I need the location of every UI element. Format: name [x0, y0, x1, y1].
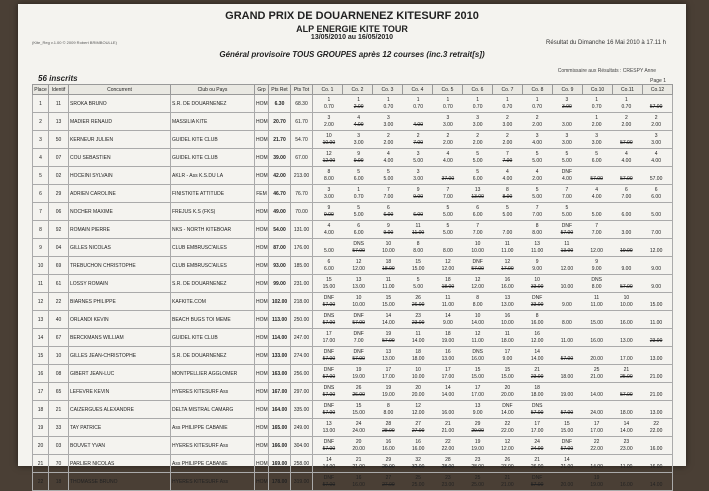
race-results-cell — [313, 275, 673, 293]
column-header: Co.10 — [583, 85, 613, 95]
pts-tot-cell: 131.00 — [291, 221, 313, 239]
table-row — [33, 257, 673, 275]
race-results-cell — [313, 149, 673, 167]
competitor-cell: ORLANDI KEVIN — [69, 311, 171, 329]
pts-ret-cell: 178.00 — [269, 473, 291, 491]
id-cell: 11 — [49, 95, 69, 113]
pts-tot-cell: 67.00 — [291, 149, 313, 167]
table-row — [33, 239, 673, 257]
results-sheet — [18, 4, 686, 488]
software-note: (Kite_Reg v.1.00 © 2009 Robert BRIMBOULLE) — [32, 40, 117, 45]
group-cell: HOM — [255, 113, 269, 131]
club-cell: MONTPELLIER AGGLOMER — [171, 365, 255, 383]
race-ranks-line: 6 12 18 15 12 DNF 12 9 9 — [327, 258, 599, 265]
competitor-cell: KERNEUR JULIEN — [69, 131, 171, 149]
column-header: Co. 2 — [343, 85, 373, 95]
pts-tot-cell: 274.00 — [291, 347, 313, 365]
race-results-cell — [313, 473, 673, 491]
competitor-cell: GILLES NICOLAS — [69, 239, 171, 257]
pts-tot-cell: 231.00 — [291, 275, 313, 293]
column-header: Concurrent — [69, 85, 171, 95]
table-row — [33, 365, 673, 383]
competitor-cell: CAIZERGUES ALEXANDRE — [69, 401, 171, 419]
group-cell: HOM — [255, 383, 269, 401]
group-cell: HOM — [255, 365, 269, 383]
group-cell: HOM — [255, 329, 269, 347]
pts-tot-cell: 76.70 — [291, 185, 313, 203]
race-results-cell — [313, 437, 673, 455]
race-ranks-line: DNF 20 16 16 22 19 12 24 DNF 22 23 — [323, 438, 630, 445]
competitor-cell: ROMAIN PIERRE — [69, 221, 171, 239]
race-ranks-line: DNF 19 17 10 17 15 15 21 25 21 — [323, 366, 630, 373]
race-ranks-line: DNS 26 19 20 14 17 20 18 — [323, 384, 540, 391]
group-cell: HOM — [255, 311, 269, 329]
race-results-cell — [313, 113, 673, 131]
competitor-cell: BERCKMANS WILLIAM — [69, 329, 171, 347]
race-points-line: 12.00 9.00 4.00 5.00 4.00 5.00 7.00 5.00 5.00 6.00 4.00 4.00 — [322, 157, 661, 164]
id-cell: 13 — [49, 113, 69, 131]
club-cell: CLUB EMBRUSC'AILES — [171, 239, 255, 257]
column-header: Co. 9 — [553, 85, 583, 95]
id-cell: 65 — [49, 383, 69, 401]
pts-ret-cell: 169.00 — [269, 455, 291, 473]
competitor-cell: TAY PATRICE — [69, 419, 171, 437]
race-points-line: 13.00 24.00 28.00 27.00 21.00 29.00 22.00 17.00 15.00 17.00 14.00 22.00 — [322, 427, 663, 434]
group-cell: HOM — [255, 437, 269, 455]
pts-ret-cell: 113.00 — [269, 311, 291, 329]
group-cell: HOM — [255, 203, 269, 221]
table-row — [33, 293, 673, 311]
event-title: GRAND PRIX DE DOUARNENEZ KITESURF 2010 — [225, 10, 479, 22]
club-cell: DELTA MISTRAL CAMARG — [171, 401, 255, 419]
table-row — [33, 203, 673, 221]
results-table — [32, 84, 673, 491]
table-row — [33, 455, 673, 473]
place-cell: 21 — [33, 455, 49, 473]
race-results-cell — [313, 131, 673, 149]
group-cell: HOM — [255, 257, 269, 275]
race-points-line: 10.00 3.00 2.00 7.00 2.00 2.00 2.00 4.00 3.00 3.00 57.00 3.00 — [322, 139, 661, 146]
place-cell: 1 — [33, 95, 49, 113]
pts-tot-cell: 297.00 — [291, 383, 313, 401]
race-points-line: 5.00 57.00 10.00 8.00 8.00 10.00 11.00 11.00 13.00 12.00 19.00 12.00 — [324, 247, 663, 254]
column-header: Place — [34, 86, 47, 93]
club-cell: S.R. DE DOUARNENEZ — [171, 347, 255, 365]
club-cell: HYERES KITESURF Ass — [171, 437, 255, 455]
table-row — [33, 185, 673, 203]
table-row — [33, 473, 673, 491]
race-results-cell — [313, 293, 673, 311]
pts-tot-cell: 249.00 — [291, 419, 313, 437]
table-row — [33, 149, 673, 167]
club-cell: CLUB EMBRUSC'AILES — [171, 257, 255, 275]
pts-ret-cell: 49.00 — [269, 203, 291, 221]
pts-ret-cell: 164.00 — [269, 401, 291, 419]
competitor-cell: MADIER RENAUD — [69, 113, 171, 131]
club-cell: HYERES KITESURF Ass — [171, 383, 255, 401]
competitor-cell: COU SEBASTIEN — [69, 149, 171, 167]
pts-tot-cell: 335.00 — [291, 401, 313, 419]
result-timestamp: Résultat du Dimanche 16 Mai 2010 à 17.11 h — [546, 40, 666, 46]
race-ranks-line: DNF 16 27 25 23 25 21 DNF 19 — [323, 474, 600, 481]
race-points-line: 6.00 12.00 18.00 15.00 12.00 57.00 17.00 9.00 12.00 9.00 9.00 9.00 — [324, 265, 661, 272]
race-results-cell — [313, 167, 673, 185]
competitor-cell: GILLES JEAN-CHRISTOPHE — [69, 347, 171, 365]
id-cell: 03 — [49, 437, 69, 455]
club-cell: MASSILIA KITE — [171, 113, 255, 131]
column-header: Co. 7 — [493, 85, 523, 95]
group-cell: HOM — [255, 473, 269, 491]
race-results-cell — [313, 257, 673, 275]
place-cell: 13 — [33, 311, 49, 329]
pts-tot-cell: 213.00 — [291, 167, 313, 185]
club-cell: BEACH BUGS TOI MEME — [171, 311, 255, 329]
place-cell: 4 — [33, 149, 49, 167]
race-points-line: 57.00 10.00 15.00 26.00 11.00 8.00 13.00 33.00 9.00 11.00 10.00 15.00 — [322, 301, 663, 308]
event-dates: 13/05/2010 au 16/05/2010 — [310, 34, 394, 41]
club-cell: HYERES KITESURF Ass — [171, 473, 255, 491]
place-cell: 15 — [33, 347, 49, 365]
event-subtitle: ALP ENERGIE KITE TOUR — [296, 24, 408, 34]
race-ranks-line: DNF 15 8 12 13 DNF DNS — [323, 402, 543, 409]
race-ranks-line: 15 13 11 5 18 12 16 10 DNS — [326, 276, 602, 283]
table-row — [33, 95, 673, 113]
group-cell: HOM — [255, 131, 269, 149]
place-cell: 6 — [33, 185, 49, 203]
table-row — [33, 383, 673, 401]
group-cell: HOM — [255, 167, 269, 185]
pts-tot-cell: 185.00 — [291, 257, 313, 275]
pts-ret-cell: 39.00 — [269, 149, 291, 167]
race-ranks-line: 13 24 28 27 21 29 22 17 15 17 14 22 — [326, 420, 659, 427]
place-cell: 12 — [33, 293, 49, 311]
club-cell: GUIDEL KITE CLUB — [171, 329, 255, 347]
id-cell: 04 — [49, 239, 69, 257]
pts-ret-cell: 165.00 — [269, 419, 291, 437]
club-cell: AKLR - Ass K.S.DU LA — [171, 167, 255, 185]
race-results-cell — [313, 365, 673, 383]
column-header: Co. 8 — [523, 85, 553, 95]
column-header: Grp — [255, 85, 269, 95]
group-cell: HOM — [255, 221, 269, 239]
id-cell: 08 — [49, 365, 69, 383]
pts-ret-cell: 99.00 — [269, 275, 291, 293]
id-cell: 10 — [49, 347, 69, 365]
id-cell: 22 — [49, 293, 69, 311]
race-results-cell — [313, 347, 673, 365]
pts-tot-cell: 54.70 — [291, 131, 313, 149]
table-row — [33, 275, 673, 293]
column-header: Identif — [49, 85, 69, 95]
race-ranks-line: 1 1 1 1 1 1 1 1 3 1 1 — [327, 96, 628, 103]
race-points-line: 14.00 21.00 29.00 32.00 28.00 28.00 23.00 26.00 21.00 14.00 11.00 16.00 — [322, 463, 663, 470]
club-cell: FINISTKITE ATTITUDE — [171, 185, 255, 203]
race-ranks-line: DNF 10 15 26 11 8 13 DNF 11 10 — [323, 294, 630, 301]
pts-tot-cell: 218.00 — [291, 293, 313, 311]
race-results-cell — [313, 329, 673, 347]
race-points-line: 57.00 57.00 14.00 23.00 9.00 14.00 10.00 16.00 8.00 15.00 16.00 11.00 — [322, 319, 663, 326]
id-cell: 07 — [49, 149, 69, 167]
place-cell: 18 — [33, 401, 49, 419]
race-results-cell — [313, 221, 673, 239]
race-ranks-line: DNF DNF 13 18 16 DNS 17 14 — [323, 348, 540, 355]
place-cell: 11 — [33, 275, 49, 293]
id-cell: 06 — [49, 203, 69, 221]
race-results-cell — [313, 401, 673, 419]
table-row — [33, 113, 673, 131]
race-ranks-line: 10 3 2 2 2 2 2 3 3 3 3 — [326, 132, 658, 139]
table-row — [33, 167, 673, 185]
id-cell: 92 — [49, 221, 69, 239]
id-cell: 29 — [49, 185, 69, 203]
group-cell: HOM — [255, 293, 269, 311]
table-row — [33, 221, 673, 239]
race-results-cell — [313, 203, 673, 221]
column-header: Pts Tot — [291, 85, 313, 95]
place-cell: 7 — [33, 203, 49, 221]
column-header: Co. 6 — [463, 85, 493, 95]
place-cell: 17 — [33, 383, 49, 401]
competitor-cell: NOCHER MAXIME — [69, 203, 171, 221]
race-points-line: 57.00 57.00 13.00 18.00 13.00 16.00 9.00 14.00 57.00 20.00 17.00 13.00 — [322, 355, 663, 362]
place-cell: 19 — [33, 419, 49, 437]
competitor-cell: BIARNES PHILIPPE — [69, 293, 171, 311]
competitor-cell: GIBERT JEAN-LUC — [69, 365, 171, 383]
pts-ret-cell: 20.70 — [269, 113, 291, 131]
race-points-line: 9.00 5.00 6.00 6.00 5.00 6.00 5.00 7.00 5.00 5.00 6.00 5.00 — [324, 211, 661, 218]
pts-ret-cell: 114.00 — [269, 329, 291, 347]
id-cell: 69 — [49, 257, 69, 275]
race-points-line: 17.00 7.00 57.00 14.00 19.00 11.00 18.00 12.00 11.00 16.00 13.00 23.00 — [322, 337, 663, 344]
group-cell: HOM — [255, 401, 269, 419]
id-cell: 02 — [49, 167, 69, 185]
group-cell: HOM — [255, 95, 269, 113]
race-points-line: 2.00 4.00 3.00 4.00 3.00 3.00 3.00 2.00 3.00 2.00 2.00 2.00 — [324, 121, 661, 128]
pts-ret-cell: 54.00 — [269, 221, 291, 239]
race-points-line: 15.00 13.00 11.00 5.00 18.00 12.00 16.00 33.00 10.00 8.00 57.00 9.00 — [322, 283, 661, 290]
club-cell: KAFKITE.COM — [171, 293, 255, 311]
competitor-cell: HOCEINI SYLVAIN — [69, 167, 171, 185]
group-cell: HOM — [255, 149, 269, 167]
race-ranks-line: 9 5 6 5 6 5 7 5 — [327, 204, 569, 211]
place-cell: 8 — [33, 221, 49, 239]
competitor-cell: SROKA BRUNO — [69, 95, 171, 113]
pts-ret-cell: 163.00 — [269, 365, 291, 383]
race-results-cell — [313, 311, 673, 329]
place-cell: 2 — [33, 113, 49, 131]
table-header-row — [33, 85, 673, 95]
race-results-cell — [313, 185, 673, 203]
group-cell: HOM — [255, 275, 269, 293]
id-cell: 50 — [49, 131, 69, 149]
column-header: Co.11 — [613, 85, 643, 95]
competitor-cell: BOUVET YVAN — [69, 437, 171, 455]
race-points-line: 57.00 16.00 27.00 25.00 23.00 25.00 21.00 57.00 20.00 19.00 16.00 14.00 — [322, 481, 663, 488]
club-cell: GUIDEL KITE CLUB — [171, 149, 255, 167]
race-points-line: 57.00 15.00 8.00 12.00 16.00 9.00 14.00 57.00 57.00 24.00 18.00 13.00 — [322, 409, 663, 416]
group-cell: HOM — [255, 239, 269, 257]
race-results-cell — [313, 419, 673, 437]
race-points-line: 57.00 20.00 16.00 16.00 22.00 19.00 12.00 24.00 57.00 22.00 23.00 16.00 — [322, 445, 663, 452]
race-points-line: 4.00 6.00 9.00 11.00 5.00 7.00 7.00 8.00 57.00 7.00 3.00 7.00 — [324, 229, 661, 236]
place-cell: 5 — [33, 167, 49, 185]
race-points-line: 57.00 19.00 17.00 10.00 17.00 15.00 15.00 23.00 18.00 21.00 25.00 21.00 — [322, 373, 663, 380]
place-cell: 10 — [33, 257, 49, 275]
pts-tot-cell: 68.30 — [291, 95, 313, 113]
race-points-line: 57.00 26.00 19.00 20.00 14.00 17.00 20.00 18.00 19.00 14.00 57.00 21.00 — [322, 391, 663, 398]
column-header: Co. 5 — [433, 85, 463, 95]
race-ranks-line: 4 6 9 11 5 7 8 DNF 7 — [327, 222, 599, 229]
race-ranks-line: 3 1 7 9 7 13 8 5 7 4 6 6 — [327, 186, 658, 193]
id-cell: 70 — [49, 455, 69, 473]
table-row — [33, 419, 673, 437]
race-points-line: 0.70 2.00 0.70 0.70 0.70 0.70 0.70 0.70 3.00 0.70 0.70 57.00 — [324, 103, 663, 110]
id-cell: 21 — [49, 401, 69, 419]
general-heading: Général provisoire TOUS GROUPES après 12 courses (inc.3 retrait[s]) — [219, 50, 485, 59]
column-header: Co.12 — [643, 85, 673, 95]
competitor-cell: LEFEVRE KEVIN — [69, 383, 171, 401]
club-cell: S.R. DE DOUARNENEZ — [171, 275, 255, 293]
club-cell: S.R. DE DOUARNENEZ — [171, 95, 255, 113]
competitor-cell: THOMASSE BRUNO — [69, 473, 171, 491]
competitor-cell: LOSSY ROMAIN — [69, 275, 171, 293]
commissaire-line: Commissaire aux Résultats : CRESPY Anne — [557, 68, 656, 74]
column-header: Co. 4 — [403, 85, 433, 95]
race-ranks-line: 12 9 4 3 4 5 7 5 5 5 4 4 — [326, 150, 658, 157]
competitor-cell: PARLIER NICOLAS — [69, 455, 171, 473]
table-row — [33, 347, 673, 365]
race-points-line: 3.00 0.70 7.00 9.00 7.00 13.00 8.00 5.00 7.00 4.00 7.00 6.00 — [324, 193, 661, 200]
inscrits-count: 56 inscrits — [38, 74, 78, 83]
column-header: Pts Ret — [269, 85, 291, 95]
column-header: Co. 3 — [373, 85, 403, 95]
id-cell: 33 — [49, 419, 69, 437]
id-cell: 40 — [49, 311, 69, 329]
pts-ret-cell: 167.00 — [269, 383, 291, 401]
page-number: Page 1 — [650, 78, 666, 84]
club-cell: Ass PHILIPPE CABANIE — [171, 419, 255, 437]
group-cell: FEM — [255, 185, 269, 203]
pts-ret-cell: 102.00 — [269, 293, 291, 311]
group-cell: HOM — [255, 419, 269, 437]
place-cell: 3 — [33, 131, 49, 149]
group-cell: HOM — [255, 455, 269, 473]
column-header: Co. 1 — [313, 85, 343, 95]
race-ranks-line: 3 4 3 3 3 2 2 1 2 2 — [327, 114, 658, 121]
race-ranks-line: DNS DNF 14 23 14 10 16 8 — [323, 312, 539, 319]
pts-ret-cell: 6.30 — [269, 95, 291, 113]
pts-tot-cell: 304.00 — [291, 437, 313, 455]
club-cell: Ass PHILIPPE CABANIE — [171, 455, 255, 473]
pts-tot-cell: 256.00 — [291, 365, 313, 383]
pts-tot-cell: 250.00 — [291, 311, 313, 329]
competitor-cell: TREBUCHON CHRISTOPHE — [69, 257, 171, 275]
race-points-line: 8.00 6.00 5.00 3.00 37.00 6.00 4.00 2.00 4.00 57.00 57.00 57.00 — [324, 175, 663, 182]
pts-tot-cell: 70.00 — [291, 203, 313, 221]
table-row — [33, 329, 673, 347]
place-cell: 9 — [33, 239, 49, 257]
race-results-cell — [313, 95, 673, 113]
race-ranks-line: 14 21 29 32 28 23 26 21 14 — [326, 456, 570, 463]
table-row — [33, 311, 673, 329]
pts-tot-cell: 176.00 — [291, 239, 313, 257]
place-cell: 16 — [33, 365, 49, 383]
table-row — [33, 437, 673, 455]
pts-tot-cell: 247.00 — [291, 329, 313, 347]
competitor-cell: ADRIEN CAROLINE — [69, 185, 171, 203]
race-results-cell — [313, 239, 673, 257]
place-cell: 20 — [33, 437, 49, 455]
race-results-cell — [313, 383, 673, 401]
club-cell: NKS - NORTH KITEBOAR — [171, 221, 255, 239]
table-row — [33, 131, 673, 149]
place-cell: 14 — [33, 329, 49, 347]
column-header: Club ou Pays — [171, 85, 255, 95]
id-cell: 67 — [49, 329, 69, 347]
club-cell: FREJUS K.S (FKS) — [171, 203, 255, 221]
group-cell: HOM — [255, 347, 269, 365]
table-row — [33, 401, 673, 419]
pts-ret-cell: 21.70 — [269, 131, 291, 149]
pts-ret-cell: 133.00 — [269, 347, 291, 365]
race-ranks-line: 8 5 5 3 5 4 4 DNF — [327, 168, 573, 175]
race-ranks-line: 17 DNF 19 11 18 12 11 16 — [326, 330, 540, 337]
pts-ret-cell: 93.00 — [269, 257, 291, 275]
pts-ret-cell: 166.00 — [269, 437, 291, 455]
id-cell: 61 — [49, 275, 69, 293]
pts-ret-cell: 46.70 — [269, 185, 291, 203]
pts-ret-cell: 87.00 — [269, 239, 291, 257]
race-results-cell — [313, 455, 673, 473]
id-cell: 18 — [49, 473, 69, 491]
race-ranks-line: DNS 10 8 10 11 13 11 — [353, 240, 570, 247]
place-cell: 22 — [33, 473, 49, 491]
pts-tot-cell: 319.00 — [291, 473, 313, 491]
pts-tot-cell: 61.70 — [291, 113, 313, 131]
pts-tot-cell: 258.00 — [291, 455, 313, 473]
pts-ret-cell: 42.00 — [269, 167, 291, 185]
club-cell: GUIDEL KITE CLUB — [171, 131, 255, 149]
